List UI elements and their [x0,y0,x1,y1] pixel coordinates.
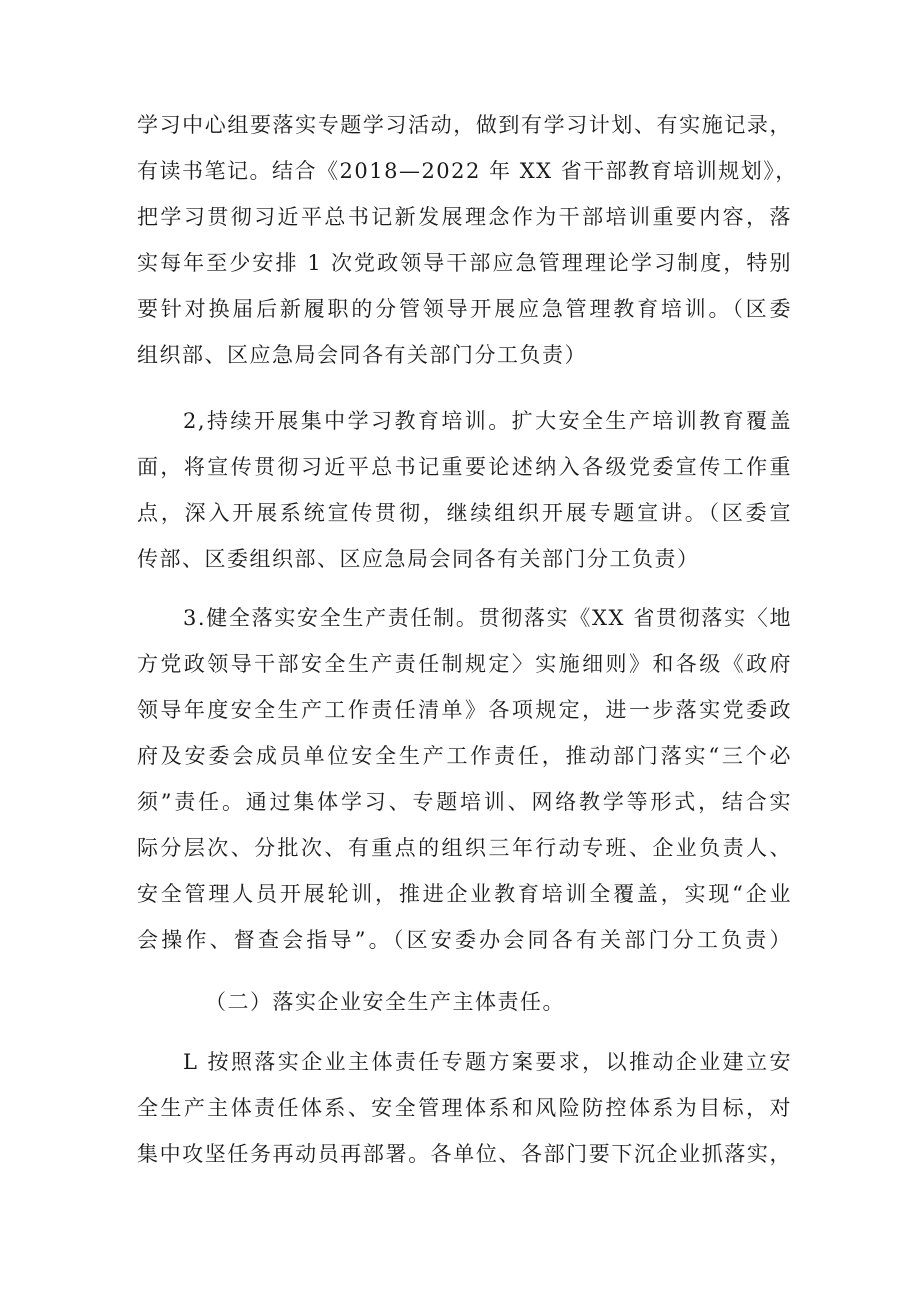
text-line: 府及安委会成员单位安全生产工作责任，推动部门落实“三个必 [137,744,792,768]
text-line: 实每年至少安排 1 次党政领导干部应急管理理论学习制度，特别 [137,251,792,275]
paragraph-2-line: 2,持续开展集中学习教育培训。扩大安全生产培训教育覆盖 [183,409,792,433]
text-line: 安全管理人员开展轮训，推进企业教育培训全覆盖，实现“企业 [137,882,792,906]
text-line: 把学习贯彻习近平总书记新发展理念作为干部培训重要内容，落 [137,205,792,229]
text-line: 领导年度安全生产工作责任清单》各项规定，进一步落实党委政 [137,698,792,722]
text-line: 会操作、督查会指导”。（区安委办会同各有关部门分工负责） [137,928,792,952]
text-line: 集中攻坚任务再动员再部署。各单位、各部门要下沉企业抓落实， [137,1142,792,1166]
text-line: 面，将宣传贯彻习近平总书记重要论述纳入各级党委宣传工作重 [137,455,792,479]
text-line: 全生产主体责任体系、安全管理体系和风险防控体系为目标，对 [137,1096,792,1120]
text-line: 方党政领导干部安全生产责任制规定〉实施细则》和各级《政府 [137,652,792,676]
text-line: 点，深入开展系统宣传贯彻，继续组织开展专题宣讲。（区委宣 [137,501,792,525]
text-line: 传部、区委组织部、区应急局会同各有关部门分工负责） [137,547,700,571]
paragraph-4-line: L 按照落实企业主体责任专题方案要求，以推动企业建立安 [183,1050,792,1074]
text-line: 有读书笔记。结合《2018—2022 年 XX 省干部教育培训规划》， [137,159,798,183]
text-line: 组织部、区应急局会同各有关部门分工负责） [137,343,587,367]
text-line: 须”责任。通过集体学习、专题培训、网络教学等形式，结合实 [137,790,792,814]
paragraph-3-line: 3.健全落实安全生产责任制。贯彻落实《XX 省贯彻落实〈地 [183,606,792,630]
text-line: 学习中心组要落实专题学习活动，做到有学习计划、有实施记录， [137,113,792,137]
text-line: 际分层次、分批次、有重点的组织三年行动专班、企业负责人、 [137,836,792,860]
section-heading: （二）落实企业安全生产主体责任。 [205,990,565,1014]
text-line: 要针对换届后新履职的分管领导开展应急管理教育培训。（区委 [137,297,792,321]
